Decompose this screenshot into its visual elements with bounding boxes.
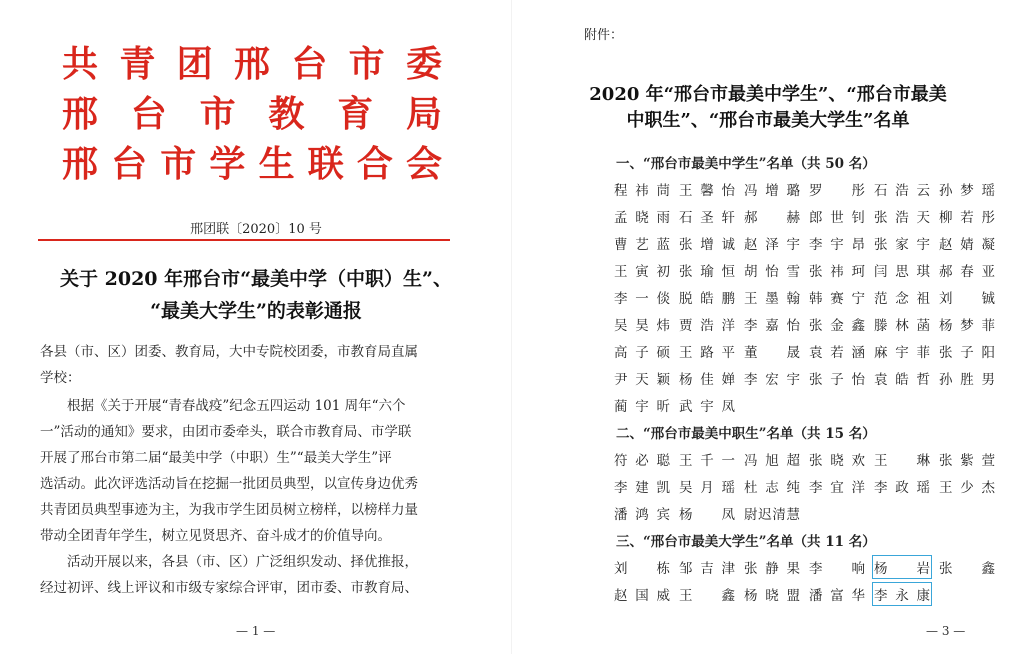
person-name: 孙胜男	[939, 372, 995, 388]
person-name: 吴月瑶	[679, 480, 735, 496]
person-name: 张紫萱	[939, 453, 995, 469]
person-name: 杨凤	[679, 507, 735, 523]
org-char: 育	[337, 93, 374, 135]
person-name: 王千一	[679, 453, 735, 469]
names-row	[614, 503, 800, 523]
org-char: 市	[160, 143, 197, 185]
document-number: 邢团联〔2020〕10 号	[190, 222, 322, 237]
person-name: 张瑜恒	[679, 264, 735, 280]
names-row	[614, 287, 995, 307]
person-name: 王墨翰	[744, 291, 800, 307]
person-name: 董晟	[744, 345, 800, 361]
person-name: 王路平	[679, 345, 735, 361]
person-name: 杨晓盟	[744, 588, 800, 604]
org-char: 合	[356, 143, 393, 185]
person-name: 张晓欢	[809, 453, 865, 469]
body-line-6: 选活动。此次评选活动旨在挖掘一批团员典型，以宣传身边优秀	[40, 476, 418, 492]
org-char: 联	[307, 143, 344, 185]
person-name: 袁皓哲	[874, 372, 930, 388]
person-name: 冯旭超	[744, 453, 800, 469]
person-name: 尹天颖	[614, 372, 670, 388]
red-divider-rule	[38, 239, 450, 241]
names-row	[614, 584, 930, 604]
person-name: 潘鸿宾	[614, 507, 670, 523]
person-name: 程祎茼	[614, 183, 670, 199]
person-name: 吴昊炜	[614, 318, 670, 334]
person-name: 邹吉津	[679, 561, 735, 577]
person-name: 张浩天	[874, 210, 930, 226]
names-row	[614, 557, 995, 577]
person-name: 柳若彤	[939, 210, 995, 226]
person-name: 韩赛宁	[809, 291, 865, 307]
person-name: 王寅初	[614, 264, 670, 280]
person-name: 赵国威	[614, 588, 670, 604]
org-char: 邢	[233, 43, 270, 85]
person-name: 李建凯	[614, 480, 670, 496]
names-row	[614, 314, 995, 334]
person-name: 李政瑶	[874, 480, 930, 496]
person-name: 郎世钊	[809, 210, 865, 226]
section-heading-3: 三、“邢台市最美大学生”名单（共 11 名）	[616, 534, 876, 550]
body-line-5: 开展了邢台市第二届“最美中学（中职）生”“最美大学生”评	[40, 450, 392, 466]
person-name: 脱皓鹏	[679, 291, 735, 307]
org-char: 市	[199, 93, 236, 135]
person-name: 赵泽宇	[744, 237, 800, 253]
person-name: 李嘉怡	[744, 318, 800, 334]
person-name: 武宇凤	[679, 399, 735, 415]
list-title-line-2: 中职生”、“邢台市最美大学生”名单	[626, 110, 910, 131]
person-name: 罗彤	[809, 183, 865, 199]
person-name: 杨佳婵	[679, 372, 735, 388]
person-name: 符必聪	[614, 453, 670, 469]
names-row	[614, 476, 995, 496]
org-line-2	[62, 94, 442, 134]
person-name: 潘富华	[809, 588, 865, 604]
body-line-9: 活动开展以来，各县（市、区）广泛组织发动、择优推报，	[67, 554, 418, 570]
person-name: 张静果	[744, 561, 800, 577]
person-name: 王少杰	[939, 480, 995, 496]
org-char: 青	[119, 43, 156, 85]
org-char: 市	[348, 43, 385, 85]
names-row	[614, 341, 995, 361]
person-name: 孟晓雨	[614, 210, 670, 226]
org-char: 台	[130, 93, 167, 135]
page-number-left: — 1 —	[236, 624, 276, 638]
body-line-1: 各县（市、区）团委、教育局，大中专院校团委，市教育局直属	[40, 344, 418, 360]
person-name: 麻宇菲	[874, 345, 930, 361]
person-name: 郝赫	[744, 210, 800, 226]
person-name: 张子阳	[939, 345, 995, 361]
org-char: 委	[405, 43, 442, 85]
right-page	[512, 0, 1024, 654]
person-name: 李一倓	[614, 291, 670, 307]
person-name: 尉迟清慧	[744, 507, 800, 523]
person-name: 闫思琪	[874, 264, 930, 280]
person-name: 范念祖	[874, 291, 930, 307]
person-name: 袁若涵	[809, 345, 865, 361]
person-name: 张金鑫	[809, 318, 865, 334]
person-name: 李响	[809, 561, 865, 577]
person-name: 曹艺蓝	[614, 237, 670, 253]
person-name: 王馨怡	[679, 183, 735, 199]
person-name: 王鑫	[679, 588, 735, 604]
person-name: 胡怡雪	[744, 264, 800, 280]
org-char: 生	[258, 143, 295, 185]
section-heading-1: 一、“邢台市最美中学生”名单（共 50 名）	[616, 156, 876, 172]
names-row	[614, 179, 995, 199]
person-name: 李宇昂	[809, 237, 865, 253]
org-char: 邢	[62, 93, 99, 135]
person-name: 石浩云	[874, 183, 930, 199]
page-number-right: — 3 —	[926, 624, 966, 638]
person-name: 张子怡	[809, 372, 865, 388]
person-name: 滕林菡	[874, 318, 930, 334]
highlighted-name: 李永康	[874, 584, 930, 604]
person-name: 杨梦菲	[939, 318, 995, 334]
person-name: 张鑫	[939, 561, 995, 577]
person-name: 杜志纯	[744, 480, 800, 496]
names-row	[614, 260, 995, 280]
names-row	[614, 368, 995, 388]
highlighted-name: 杨岩	[874, 557, 930, 577]
person-name: 冯增璐	[744, 183, 800, 199]
org-char: 共	[62, 43, 99, 85]
org-char: 教	[268, 93, 305, 135]
person-name: 张祎珂	[809, 264, 865, 280]
list-title-line-1: 2020 年“邢台市最美中学生”、“邢台市最美	[589, 84, 947, 105]
body-line-2: 学校：	[40, 370, 81, 386]
org-line-1	[62, 44, 442, 84]
person-name: 刘铖	[939, 291, 995, 307]
body-line-4: 一”活动的通知》要求，由团市委牵头，联合市教育局、市学联	[40, 424, 412, 440]
attachment-label: 附件：	[584, 28, 624, 43]
notice-title-line-2: “最美大学生”的表彰通报	[150, 300, 362, 322]
org-char: 邢	[62, 143, 99, 185]
person-name: 高子硕	[614, 345, 670, 361]
person-name: 刘栋	[614, 561, 670, 577]
person-name: 张增诚	[679, 237, 735, 253]
person-name: 郝春亚	[939, 264, 995, 280]
person-name: 赵婧凝	[939, 237, 995, 253]
org-char: 台	[111, 143, 148, 185]
person-name: 蔺宇昕	[614, 399, 670, 415]
person-name: 王琳	[874, 453, 930, 469]
names-row	[614, 233, 995, 253]
body-line-8: 带动全团青年学生，树立见贤思齐、奋斗成才的价值导向。	[40, 528, 391, 544]
names-row	[614, 395, 735, 415]
body-line-7: 共青团员典型事迹为主，为我市学生团员树立榜样，以榜样力量	[40, 502, 418, 518]
person-name: 李宏宇	[744, 372, 800, 388]
notice-title-line-1: 关于 2020 年邢台市“最美中学（中职）生”、	[60, 268, 452, 290]
person-name: 张家宇	[874, 237, 930, 253]
org-char: 团	[176, 43, 213, 85]
section-heading-2: 二、“邢台市最美中职生”名单（共 15 名）	[616, 426, 876, 442]
body-line-3: 根据《关于开展“青春战疫”纪念五四运动 101 周年“六个	[67, 398, 406, 414]
org-char: 局	[405, 93, 442, 135]
names-row	[614, 206, 995, 226]
person-name: 孙梦瑶	[939, 183, 995, 199]
person-name: 李宜洋	[809, 480, 865, 496]
person-name: 石圣轩	[679, 210, 735, 226]
body-line-10: 经过初评、线上评议和市级专家综合评审，团市委、市教育局、	[40, 580, 418, 596]
org-line-3	[62, 144, 442, 184]
org-char: 会	[405, 143, 442, 185]
person-name: 贾浩洋	[679, 318, 735, 334]
org-char: 学	[209, 143, 246, 185]
names-row	[614, 449, 995, 469]
org-char: 台	[291, 43, 328, 85]
